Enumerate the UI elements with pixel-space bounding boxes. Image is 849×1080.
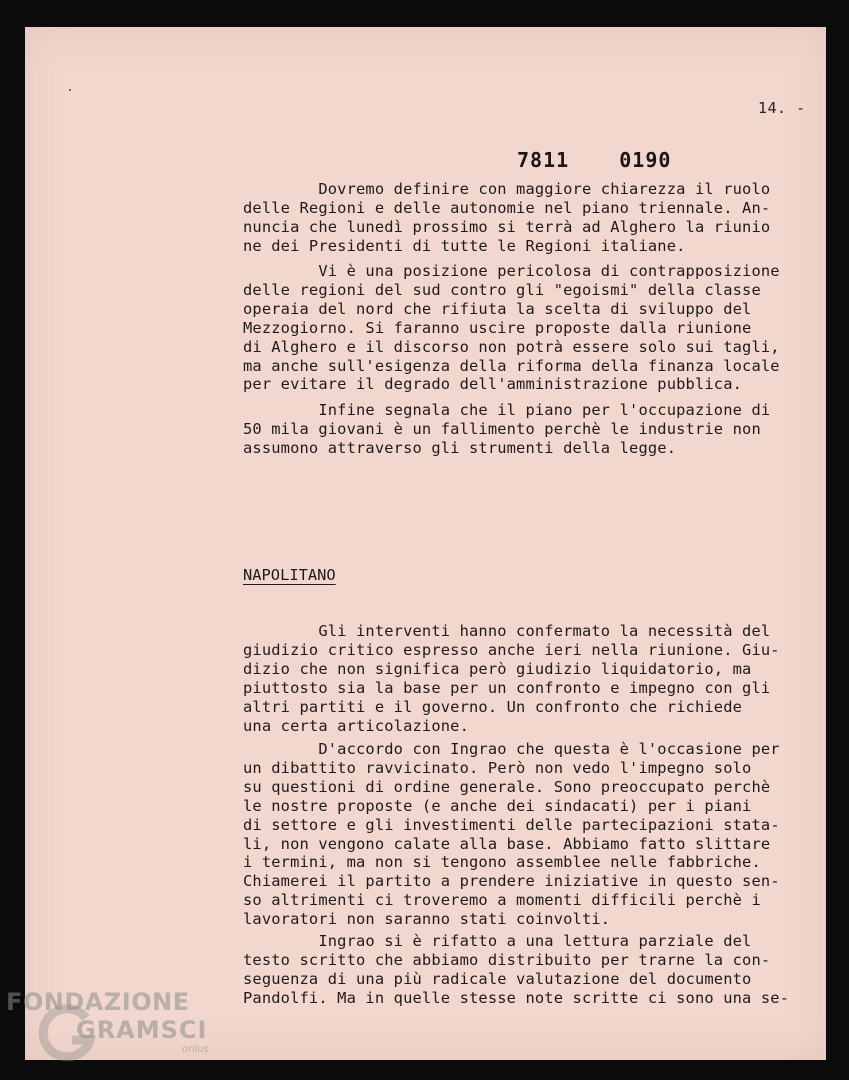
paragraph-partial-reading: Ingrao si è rifatto a una lettura parziale del testo scritto che abbiamo distribuito per trarne la con- seguenza di una più radicale valutazione del documento Pandolfi. Ma in quelle stesse note scritte ci sono una se- xyxy=(243,932,790,1007)
watermark-line2: GRAMSCI xyxy=(76,1016,208,1044)
show-through-ghost xyxy=(495,87,795,137)
paper-speck xyxy=(69,89,71,91)
paragraph-regions: Dovremo definire con maggiore chiarezza il ruolo delle Regioni e delle autonomie nel piano triennale. An- nuncia che lunedì prossimo si terrà ad Alghero la riunio ne dei Presidenti di tutte le Regioni italiane. xyxy=(243,180,771,255)
paragraph-youth-employment: Infine segnala che il piano per l'occupazione di 50 mila giovani è un fallimento perchè le industrie non assumono attraverso gli strumenti della legge. xyxy=(243,401,771,457)
paragraph-critical-judgement: Gli interventi hanno confermato la necessità del giudizio critico espresso anche ieri nella riunione. Giu- dizio che non significa però giudizio liquidatorio, ma piuttosto sia la base per un confronto e impegno con gli altri partiti e il governo. Un confronto che richiede una certa articolazione. xyxy=(243,622,780,735)
watermark-line1: FONDAZIONE xyxy=(6,988,190,1016)
paragraph-south-north: Vi è una posizione pericolosa di contrapposizione delle regioni del sud contro gli "egoismi" della classe operaia del nord che rifiuta la scelta di sviluppo del Mezzogiorno. Si faranno uscire proposte dalla riunione di Alghero e il discorso non potrà essere solo sui tagli, ma anche sull'esigenza della riforma della finanza locale per evitare il degrado dell'amministrazione pubblica. xyxy=(243,262,780,394)
fondazione-gramsci-watermark xyxy=(6,988,216,1068)
watermark-line3: onlus xyxy=(182,1044,209,1055)
speaker-heading: NAPOLITANO xyxy=(243,566,336,584)
page-number: 14. - xyxy=(758,99,806,117)
document-code: 7811 0190 xyxy=(517,148,672,172)
paragraph-agreement-ingrao: D'accordo con Ingrao che questa è l'occasione per un dibattito ravvicinato. Però non vedo l'impegno solo su questioni di ordine generale. Sono preoccupato perchè le nostre proposte (e anche dei sindacati) per i piani di settore e gli investimenti delle partecipazioni stata- li, non vengono calate alla base. Abbiamo fatto slittare i termini, ma non si tengono assemblee nelle fabbriche. Chiamerei il partito a prendere iniziative in questo sen- so altrimenti ci troveremo a momenti difficili perchè i lavoratori non saranno stati coinvolti. xyxy=(243,740,780,929)
